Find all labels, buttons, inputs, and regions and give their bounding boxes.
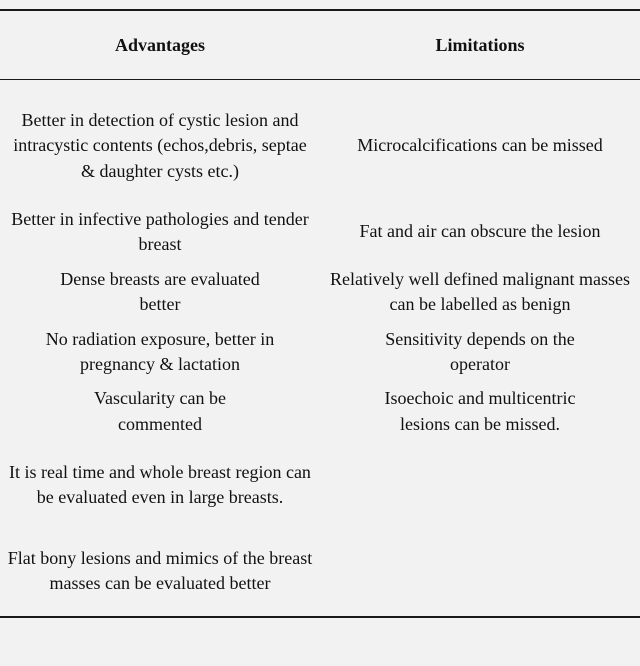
advantage-cell: Flat bony lesions and mimics of the breast masses can be evaluated better <box>7 547 313 593</box>
table-row <box>0 386 640 438</box>
limitation-cell: Microcalcifications can be missed <box>357 135 603 156</box>
table-row <box>0 326 640 378</box>
advantage-cell: It is real time and whole breast region can be evaluated even in large breasts. <box>9 461 311 507</box>
limitation-cell: Isoechoic and multicentric lesions can be missed. <box>384 388 576 434</box>
advantage-cell: Vascularity can be commented <box>94 388 226 434</box>
table-header <box>0 11 640 79</box>
table-row <box>0 266 640 318</box>
advantage-cell: Dense breasts are evaluated better <box>60 268 260 314</box>
header-limitations: Limitations <box>435 34 525 55</box>
header-advantages: Advantages <box>114 34 205 55</box>
table-body <box>0 80 640 616</box>
limitation-cell: Fat and air can obscure the lesion <box>359 221 601 242</box>
limitation-cell: Sensitivity depends on the operator <box>385 328 575 374</box>
advantage-cell: Better in infective pathologies and tender breast <box>11 208 309 254</box>
table-row <box>0 532 640 610</box>
table-row <box>0 446 640 524</box>
table-row <box>0 94 640 198</box>
table-row <box>0 206 640 258</box>
limitation-cell: Relatively well defined malignant masses can be labelled as benign <box>330 268 630 314</box>
bottom-rule <box>0 616 640 618</box>
advantages-limitations-table <box>0 9 640 618</box>
advantage-cell: No radiation exposure, better in pregnancy & lactation <box>45 328 275 374</box>
advantage-cell: Better in detection of cystic lesion and intracystic contents (echos,debris, septae & daughter cysts etc.) <box>13 109 307 181</box>
